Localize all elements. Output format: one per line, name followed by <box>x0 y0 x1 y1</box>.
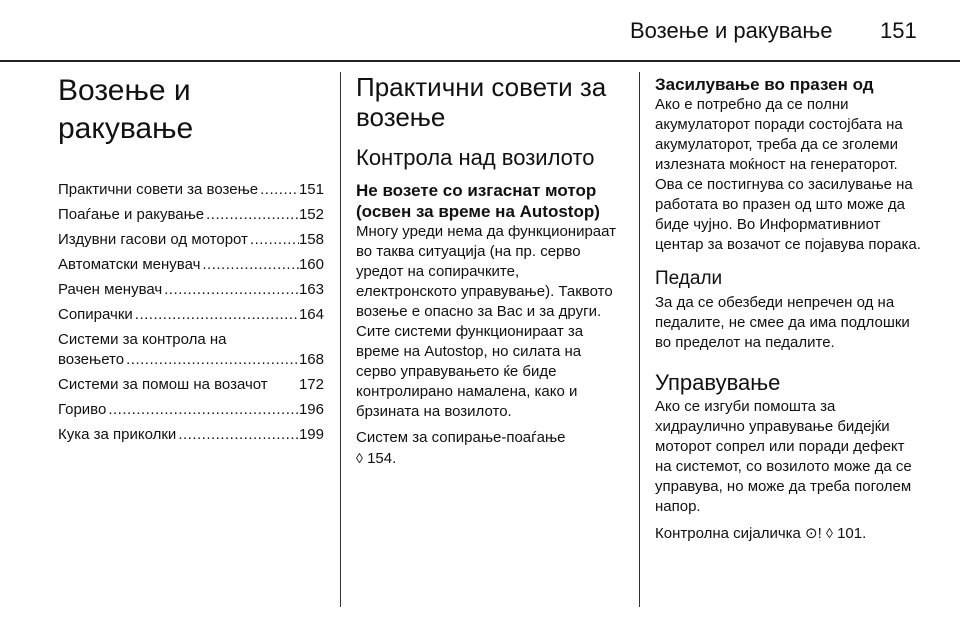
block-text-steering: Ако се изгуби помошта за хидраулично управување бидејќи моторот сопрел или поради дефект на системот, со возилото може да се управува, но може да треба поголем напор. <box>655 398 912 515</box>
toc-label: Практични совети за возење <box>58 181 259 198</box>
reference-page: 154. <box>367 450 397 467</box>
running-header-title: Возење и ракување <box>630 18 833 43</box>
toc-label: Издувни гасови од моторот <box>58 231 248 248</box>
column-divider-right <box>639 72 640 607</box>
toc-leader <box>106 400 299 420</box>
toc-label: Рачен менувач <box>58 281 163 298</box>
toc-item[interactable] <box>58 305 324 325</box>
toc-item[interactable] <box>58 280 324 300</box>
toc-page: 163 <box>298 281 324 298</box>
cross-reference[interactable] <box>356 428 624 469</box>
section-title: Практични совети за возење <box>356 72 607 132</box>
reference-label: Контролна сијаличка <box>655 525 801 542</box>
toc-leader <box>176 425 299 445</box>
toc-page: 160 <box>298 256 324 273</box>
toc-item[interactable] <box>58 400 324 420</box>
column-divider-left <box>340 72 341 607</box>
block-text-engine-off: Многу уреди нема да функционираат во таква ситуација (на пр. серво уредот на сопирачките, електронското управување). Таквото возење е опасно за Вас и за други. Сите системи функционираат за време на Autostop, но силата на серво управувањето ќе биде контролирано намалена, како и брзината на возилото. <box>356 223 617 420</box>
block-heading-idle-boost: Засилување во празен од <box>655 75 874 94</box>
chapter-title: Возење и ракување <box>58 74 194 145</box>
toc-column <box>58 72 324 450</box>
toc-label: Кука за приколки <box>58 426 177 443</box>
toc-item[interactable] <box>58 425 324 445</box>
toc-label: Сопирачки <box>58 306 133 323</box>
toc-leader <box>258 180 299 200</box>
toc-leader <box>204 205 299 225</box>
cross-reference[interactable] <box>655 523 925 544</box>
toc-label: Гориво <box>58 401 107 418</box>
toc-item[interactable] <box>58 180 324 200</box>
toc-page: 199 <box>298 426 324 443</box>
reference-page: 101. <box>837 525 867 542</box>
block-heading-pedals: Педали <box>655 268 723 289</box>
subsection-title: Контрола над возилото <box>356 145 595 170</box>
block-text-pedals: За да се обезбеди непречен од на педалите, не смее да има подлошки во пределот на педалите. <box>655 294 910 351</box>
toc-item[interactable] <box>58 230 324 250</box>
toc-leader <box>162 280 299 300</box>
reference-arrow-icon: ◊ <box>356 450 363 466</box>
toc-item[interactable] <box>58 330 324 370</box>
toc-label-line1: Системи за контрола на <box>58 331 227 348</box>
steering-warning-icon: ⊙! <box>805 525 822 542</box>
reference-label: Систем за сопирање-поаѓање <box>356 429 566 446</box>
toc-page: 151 <box>298 181 324 198</box>
toc-page: 152 <box>298 206 324 223</box>
header-rule <box>0 60 960 62</box>
toc-page: 158 <box>298 231 324 248</box>
toc-page: 168 <box>298 351 324 368</box>
toc-item[interactable] <box>58 375 324 395</box>
toc-page: 172 <box>298 376 324 393</box>
toc-item[interactable] <box>58 255 324 275</box>
toc-label: Поаѓање и ракување <box>58 206 205 223</box>
toc-label: Автоматски менувач <box>58 256 201 273</box>
reference-arrow-icon: ◊ <box>825 525 833 541</box>
middle-column <box>356 72 624 475</box>
toc-leader <box>248 230 299 250</box>
block-heading-steering: Управување <box>655 370 781 395</box>
page-number: 151 <box>880 18 917 43</box>
toc-label: возењето <box>58 351 125 368</box>
block-text-idle-boost: Ако е потребно да се полни акумулаторот поради состојбата на акумулаторот, треба да се зголеми излезната моќност на генераторот. Ова се постигнува со засилување на работата во празен од што може да биде чујно. Во Информативниот центар за возачот се појавува порака. <box>655 96 921 253</box>
block-heading-engine-off: Не возете со изгаснат мотор (освен за време на Autostop) <box>356 181 600 221</box>
right-column <box>655 74 925 550</box>
toc-leader <box>124 350 299 370</box>
toc-leader <box>200 255 299 275</box>
toc-page: 196 <box>298 401 324 418</box>
toc-page: 164 <box>298 306 324 323</box>
toc-item[interactable] <box>58 205 324 225</box>
toc-label: Системи за помош на возачот <box>58 376 268 393</box>
toc-leader <box>133 305 299 325</box>
table-of-contents <box>58 180 324 445</box>
